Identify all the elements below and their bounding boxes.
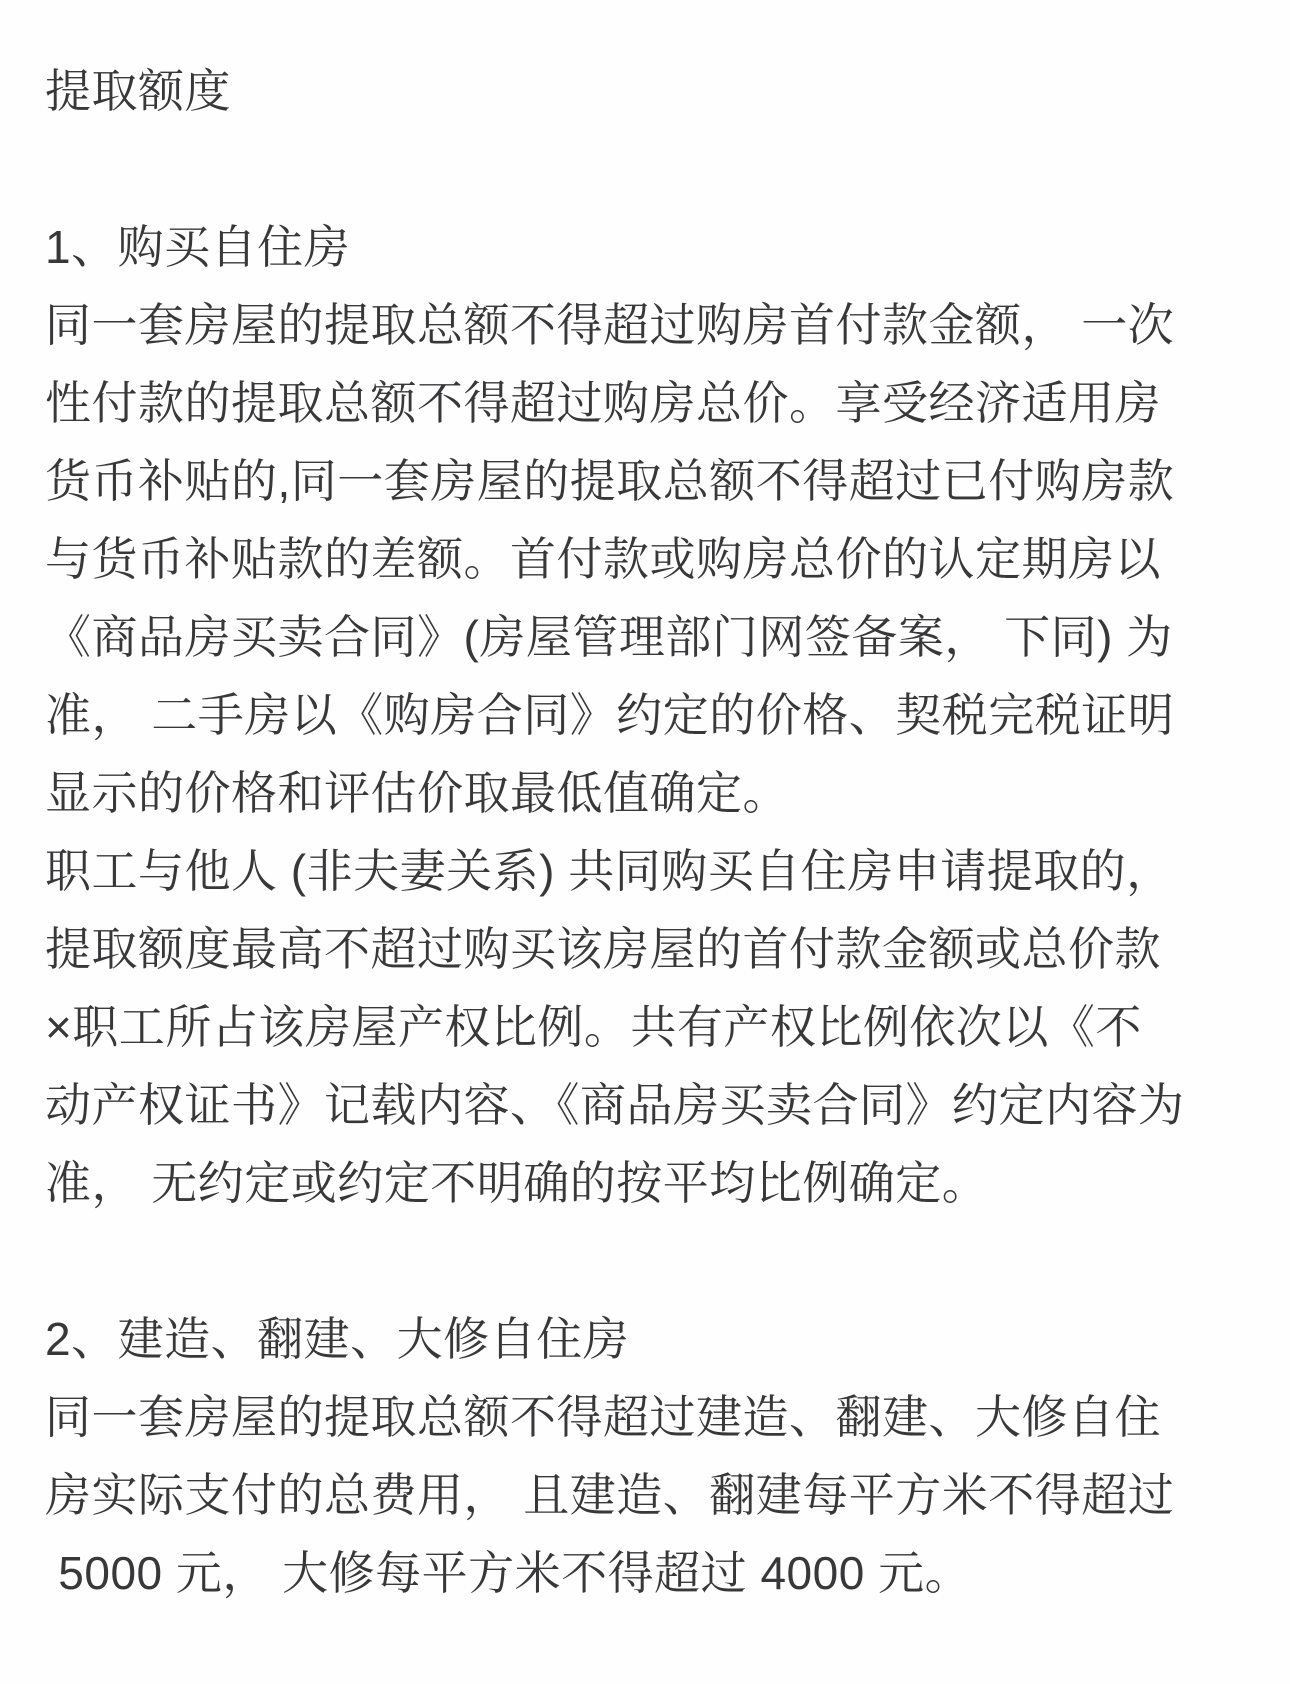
section-build-renovate-repair xyxy=(45,1300,1246,1612)
page-title: 提取额度 xyxy=(45,65,231,117)
text-line: 同一套房屋的提取总额不得超过购房首付款金额， 一次 xyxy=(45,299,1175,351)
text-line: 显示的价格和评估价取最低值确定。 xyxy=(45,767,789,819)
text-line: 5000 元， 大修每平方米不得超过 4000 元。 xyxy=(45,1547,972,1599)
text-line: 职工与他人 (非夫妻关系) 共同购买自住房申请提取的， xyxy=(45,845,1173,897)
text-line: 动产权证书》记载内容、《商品房买卖合同》约定内容为 xyxy=(45,1079,1185,1131)
text-line: 同一套房屋的提取总额不得超过建造、翻建、大修自住 xyxy=(45,1391,1161,1443)
text-line: 准， 二手房以《购房合同》约定的价格、契税完税证明 xyxy=(45,689,1175,741)
text-line: 货币补贴的,同一套房屋的提取总额不得超过已付购房款 xyxy=(45,455,1175,507)
text-line: ×职工所占该房屋产权比例。共有产权比例依次以《不 xyxy=(45,1001,1142,1053)
section-1-heading: 1、购买自住房 xyxy=(45,221,351,273)
section-purchase-housing xyxy=(45,208,1246,1222)
text-line: 性付款的提取总额不得超过购房总价。享受经济适用房 xyxy=(45,377,1161,429)
section-2-heading: 2、建造、翻建、大修自住房 xyxy=(45,1313,630,1365)
text-line: 准， 无约定或约定不明确的按平均比例确定。 xyxy=(45,1157,989,1209)
text-line: 提取额度最高不超过购买该房屋的首付款金额或总价款 xyxy=(45,923,1161,975)
text-line: 与货币补贴款的差额。首付款或购房总价的认定期房以 xyxy=(45,533,1161,585)
text-line: 房实际支付的总费用， 且建造、翻建每平方米不得超过 xyxy=(45,1469,1175,1521)
text-line: 《商品房买卖合同》(房屋管理部门网签备案， 下同) 为 xyxy=(45,611,1173,663)
